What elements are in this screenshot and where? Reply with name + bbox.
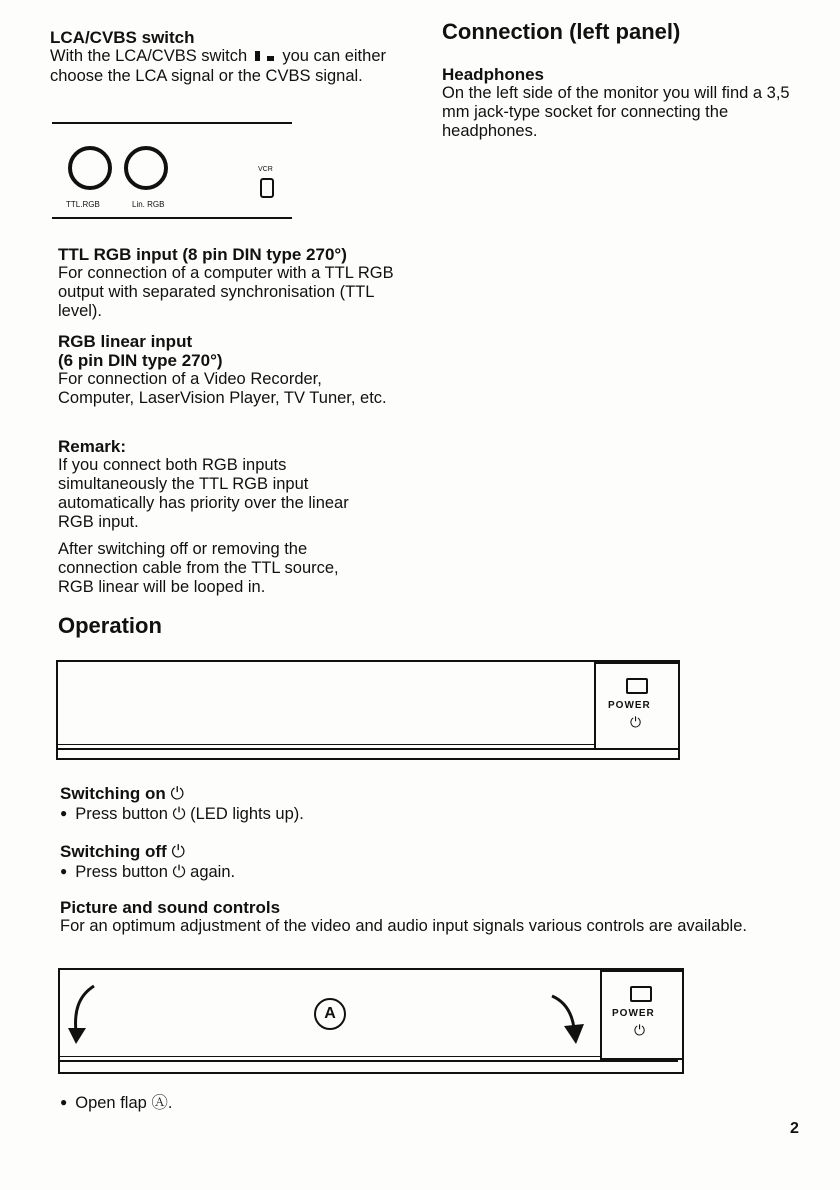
ttl-rgb-heading: TTL RGB input (8 pin DIN type 270°) [58, 245, 347, 264]
step-after: (LED lights up). [190, 805, 304, 823]
operation-heading: Operation [58, 613, 162, 638]
power-led-icon [626, 678, 648, 694]
ttl-rgb-socket-icon [68, 146, 112, 190]
open-flap-end: . [167, 1094, 173, 1112]
monitor-base-line [58, 748, 674, 750]
step-after: again. [190, 863, 236, 881]
rgb-linear-heading-1: RGB linear input [58, 332, 193, 351]
power-panel [594, 662, 680, 750]
switching-on-section [60, 784, 460, 824]
headphones-heading: Headphones [442, 65, 545, 84]
vcr-switch-icon [260, 178, 274, 198]
lca-cvbs-section [50, 28, 420, 86]
switching-off-section [60, 842, 460, 882]
switch-icon [252, 48, 278, 67]
power-icon: ⏻ [172, 805, 186, 823]
remark-heading: Remark: [58, 437, 127, 456]
ttl-rgb-section [58, 245, 418, 321]
flap-arrow-left-icon [64, 982, 104, 1053]
monitor-front-diagram-2 [58, 968, 684, 1076]
bullet-icon: ● [60, 864, 68, 878]
lca-cvbs-text [50, 47, 400, 86]
lca-cvbs-text-after: you can either choose the LCA signal or the CVBS signal. [50, 47, 386, 85]
divider-bottom [52, 217, 292, 219]
connection-section [442, 20, 797, 141]
vcr-label: VCR [258, 166, 273, 173]
power-panel [600, 970, 684, 1060]
step-before: Press button [75, 863, 168, 881]
step-before: Press button [75, 805, 168, 823]
rgb-linear-text: For connection of a Video Recorder, Computer, LaserVision Player, TV Tuner, etc. [58, 370, 387, 407]
picture-sound-section [60, 898, 760, 936]
picture-sound-text: For an optimum adjustment of the video and audio input signals various controls are available. [60, 917, 747, 935]
ttl-rgb-text: For connection of a computer with a TTL RGB output with separated synchronisation (TTL level). [58, 264, 394, 320]
power-icon: ⏻ [170, 784, 184, 803]
flap-a-label[interactable]: A [314, 998, 346, 1030]
open-flap-text: Open flap [75, 1094, 147, 1112]
bullet-icon: ● [60, 806, 68, 820]
remark-text-2: After switching off or removing the connection cable from the TTL source, RGB linear will be looped in. [58, 540, 339, 596]
remark-section [58, 437, 398, 597]
ttl-rgb-label: TTL.RGB [66, 200, 100, 209]
lca-cvbs-heading: LCA/CVBS switch [50, 28, 195, 47]
switching-off-heading [60, 842, 460, 861]
flap-a-icon: Ⓐ [151, 1094, 168, 1112]
connection-heading: Connection (left panel) [442, 19, 681, 44]
monitor-inner-line [58, 744, 594, 745]
lin-rgb-socket-icon [124, 146, 168, 190]
connector-panel-diagram [52, 140, 292, 214]
power-label: POWER [612, 1008, 655, 1019]
switching-on-heading [60, 784, 460, 803]
monitor-body [56, 660, 680, 760]
switching-off-step [60, 861, 460, 882]
picture-sound-heading: Picture and sound controls [60, 898, 281, 917]
open-flap-step [60, 1092, 173, 1113]
power-icon: ⏻ [172, 863, 186, 881]
power-button-icon: ⏻ [634, 1022, 646, 1038]
power-label: POWER [608, 700, 651, 711]
rgb-linear-section [58, 332, 398, 408]
flap-arrow-right-icon [546, 992, 586, 1053]
page-number: 2 [790, 1120, 799, 1137]
divider-top [52, 122, 292, 124]
monitor-inner-line [60, 1056, 600, 1057]
rgb-linear-heading-2: (6 pin DIN type 270°) [58, 351, 223, 370]
switching-on-title: Switching on [60, 784, 166, 803]
power-led-icon [630, 986, 652, 1002]
bullet-icon: ● [60, 1095, 68, 1109]
monitor-front-diagram-1 [56, 660, 680, 760]
monitor-body [58, 968, 684, 1074]
power-button-icon: ⏻ [630, 714, 642, 730]
headphones-text: On the left side of the monitor you will find a 3,5 mm jack-type socket for connecting the headphones. [442, 84, 790, 140]
switching-on-step [60, 803, 460, 824]
remark-text-1: If you connect both RGB inputs simultaneously the TTL RGB input automatically has priority over the linear RGB input. [58, 456, 349, 531]
lca-cvbs-text-before: With the LCA/CVBS switch [50, 47, 248, 65]
monitor-base-line [60, 1060, 678, 1062]
power-icon: ⏻ [171, 842, 185, 861]
lin-rgb-label: Lin. RGB [132, 200, 165, 209]
switching-off-title: Switching off [60, 842, 167, 861]
